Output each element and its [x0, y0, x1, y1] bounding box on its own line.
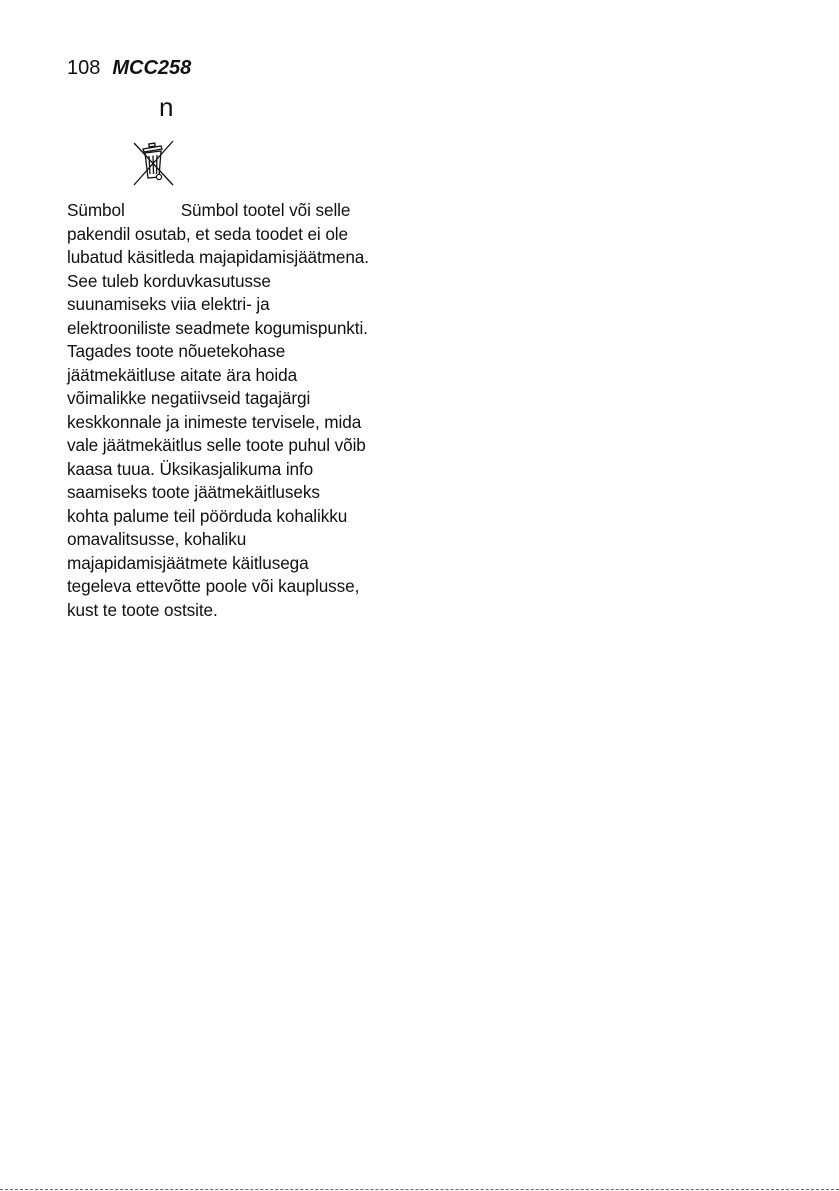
paragraph-line: vale jäätmekäitlus selle toote puhul võib: [67, 435, 366, 455]
disposal-paragraph: [67, 173, 427, 622]
paragraph-line: võimalikke negatiivseid tagajärgi: [67, 388, 311, 408]
page-header: [67, 56, 191, 80]
page-number: 108: [67, 57, 101, 79]
section-heading: n: [159, 92, 174, 122]
paragraph-line: lubatud käsitleda majapidamisjäätmena.: [67, 247, 369, 267]
paragraph-line: jäätmekäitluse aitate ära hoida: [67, 364, 298, 385]
paragraph-line: See tuleb korduvkasutusse: [67, 270, 271, 291]
paragraph-line: kaasa tuua. Üksikasjalikuma info: [67, 458, 314, 479]
paragraph-line: kohta palume teil pöörduda kohalikku: [67, 505, 348, 526]
symbol-line: [67, 173, 427, 223]
paragraph-line: majapidamisjäätmete käitlusega: [67, 552, 309, 573]
paragraph-line: elektrooniliste seadmete kogumispunkti.: [67, 317, 368, 338]
paragraph-line: Tagades toote nõuetekohase: [67, 341, 286, 361]
symbol-word: Sümbol: [67, 200, 125, 220]
paragraph-line: keskkonnale ja inimeste tervisele, mida: [67, 411, 362, 432]
paragraph-line: kust te toote ostsite.: [67, 599, 218, 620]
paragraph-line: omavalitsusse, kohaliku: [67, 529, 247, 549]
model-name: MCC258: [112, 57, 192, 79]
crossed-out-wheelie-bin-icon: [129, 173, 177, 219]
paragraph-line: suunamiseks viia elektri- ja: [67, 294, 270, 314]
page-bottom-rule: [0, 1189, 839, 1190]
symbol-line-rest: Sümbol tootel või selle: [180, 200, 351, 220]
paragraph-line: saamiseks toote jäätmekäitluseks: [67, 482, 320, 502]
paragraph-line: tegeleva ettevõtte poole või kauplusse,: [67, 576, 360, 596]
paragraph-line: pakendil osutab, et seda toodet ei ole: [67, 223, 348, 244]
